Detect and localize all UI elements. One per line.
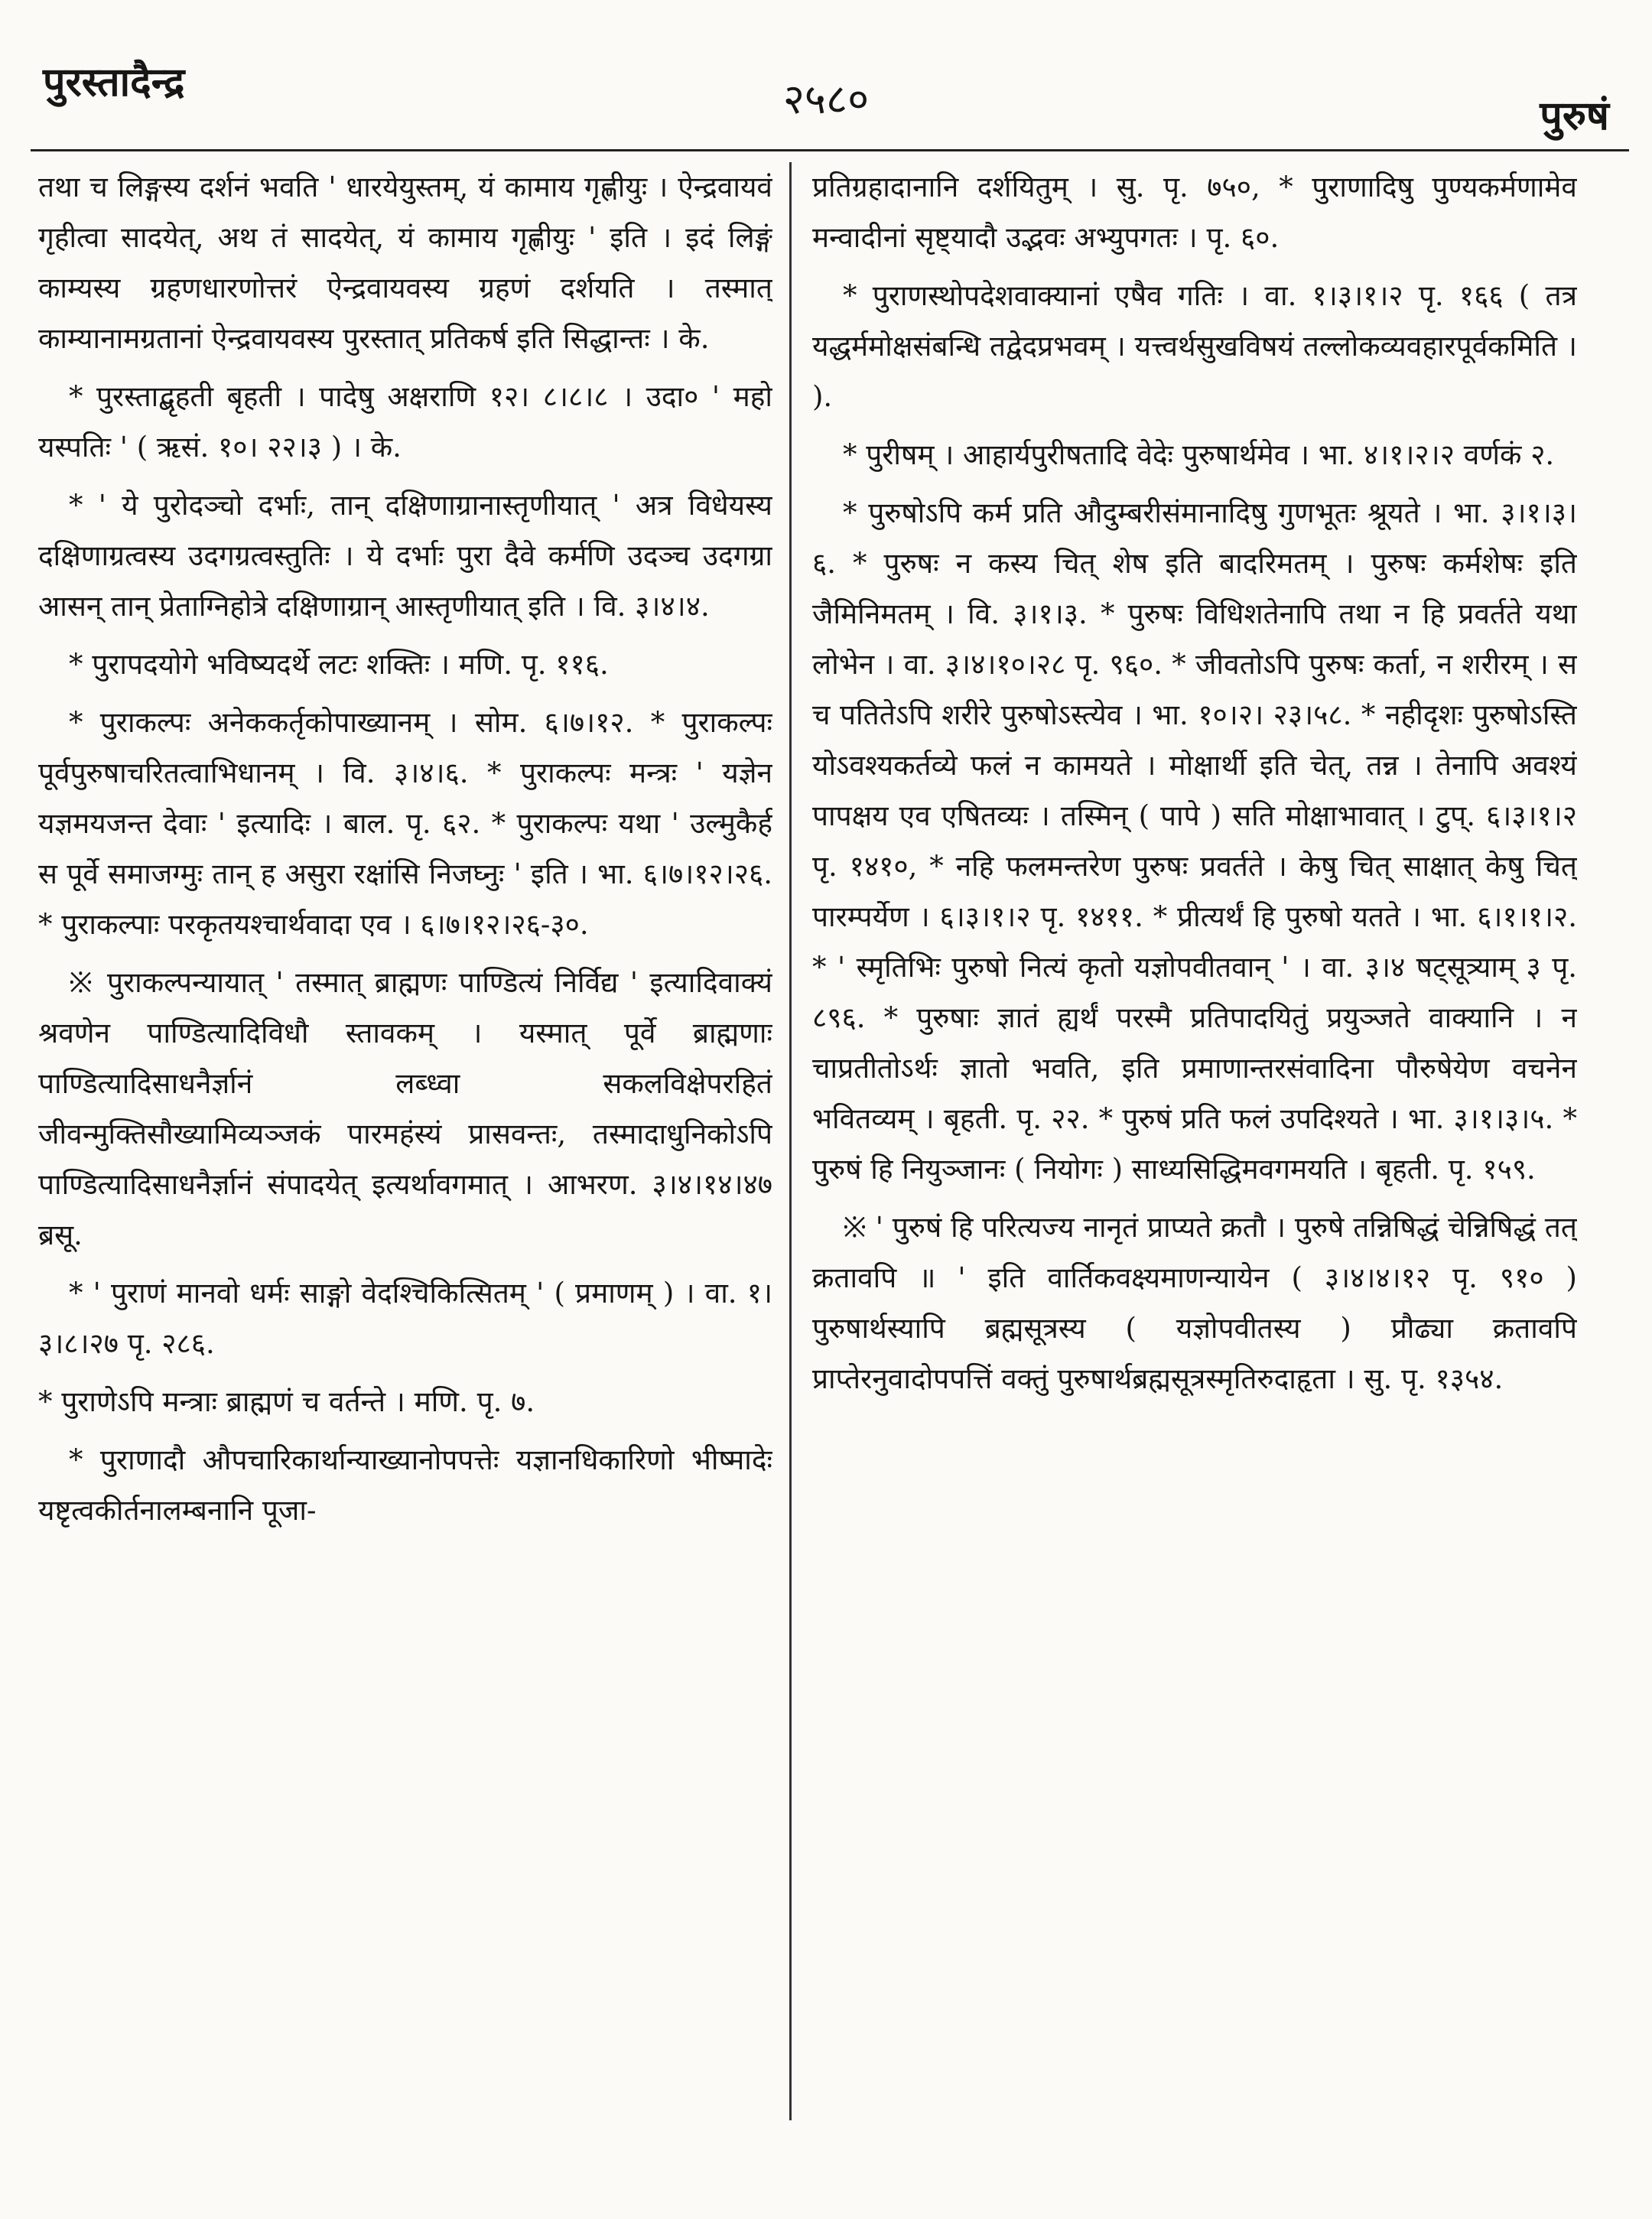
- entry-paragraph: प्रतिग्रहादानानि दर्शयितुम् । सु. पृ. ७५०, * पुराणादिषु पुण्यकर्मणामेव मन्वादीनां सृष्ट्यादौ उद्भवः अभ्युपगतः । पृ. ६०.: [812, 171, 1577, 254]
- entry-paragraph: * ' ये पुरोदञ्चो दर्भाः, तान् दक्षिणाग्रानास्तृणीयात् ' अत्र विधेयस्य दक्षिणाग्रत्वस्य उदगग्रत्वस्तुतिः । ये दर्भाः पुरा दैवे कर्मणि उदञ्च उदगग्रा आसन् तान् प्रेताग्निहोत्रे दक्षिणाग्रान् आस्तृणीयात् इति । वि. ३।४।४.: [38, 489, 772, 623]
- column-divider: [789, 162, 792, 2120]
- header-right-keyword: पुरुषं: [1540, 93, 1609, 139]
- entry-paragraph: ※ पुराकल्पन्यायात् ' तस्मात् ब्राह्मणः पाण्डित्यं निर्विद्य ' इत्यादिवाक्यं श्रवणेन पाण्डित्यादिविधौ स्तावकम् । यस्मात् पूर्वे ब्राह्मणाः पाण्डित्यादिसाधनैर्ज्ञानं लब्ध्वा सकलविक्षेपरहितं जीवन्मुक्तिसौख्यामिव्यञ्जकं पारमहंस्यं प्रासवन्तः, तस्मादाधुनिकोऽपि पाण्डित्यादिसाधनैर्ज्ञानं संपादयेत् इत्यर्थावगमात् । आभरण. ३।४।१४।४७ ब्रसू.: [38, 966, 772, 1251]
- left-column: [38, 162, 772, 2136]
- entry-paragraph: * पुराणस्थोपदेशवाक्यानां एषैव गतिः । वा. १।३।१।२ पृ. १६६ ( तत्र यद्धर्ममोक्षसंबन्धि तद्वेदप्रभवम् । यत्त्वर्थसुखविषयं तल्लोकव्यवहारपूर्वकमिति । ).: [812, 279, 1577, 413]
- entry-paragraph: * पुरापदयोगे भविष्यदर्थे लटः शक्तिः । मणि. पृ. ११६.: [69, 648, 609, 681]
- right-column: [812, 162, 1577, 2136]
- page-number: २५८०: [782, 75, 870, 123]
- page-header: [43, 46, 1609, 138]
- entry-paragraph: * पुरीषम् । आहार्यपुरीषतादि वेदेः पुरुषार्थमेव । भा. ४।१।२।२ वर्णकं २.: [843, 438, 1555, 471]
- header-left-keyword: पुरस्तादैन्द्र: [43, 59, 185, 106]
- entry-paragraph: ※ ' पुरुषं हि परित्यज्य नानृतं प्राप्यते क्रतौ । पुरुषे तन्निषिद्धं चेन्निषिद्धं तत् क्रतावपि ॥ ' इति वार्तिकवक्ष्यमाणन्यायेन ( ३।४।४।१२ पृ. ९१० ) पुरुषार्थस्यापि ब्रह्मसूत्रस्य ( यज्ञोपवीतस्य ) प्रौढ्या क्रतावपि प्राप्तेरनुवादोपपत्तिं वक्तुं पुरुषार्थब्रह्मसूत्रस्मृतिरुदाहृता । सु. पृ. १३५४.: [812, 1211, 1577, 1395]
- entry-paragraph: तथा च लिङ्गस्य दर्शनं भवति ' धारयेयुस्तम्, यं कामाय गृह्णीयुः । ऐन्द्रवायवं गृहीत्वा सादयेत्, अथ तं सादयेत्, यं कामाय गृह्णीयुः ' इति । इदं लिङ्गं काम्यस्य ग्रहणधारणोत्तरं ऐन्द्रवायवस्य ग्रहणं दर्शयति । तस्मात् काम्यानामग्रतानां ऐन्द्रवायवस्य पुरस्तात् प्रतिकर्ष इति सिद्धान्तः । के.: [38, 171, 772, 355]
- entry-paragraph: * पुराकल्पः अनेककर्तृकोपाख्यानम् । सोम. ६।७।१२. * पुराकल्पः पूर्वपुरुषाचरितत्वाभिधानम् । वि. ३।४।६. * पुराकल्पः मन्त्रः ' यज्ञेन यज्ञमयजन्त देवाः ' इत्यादिः । बाल. पृ. ६२. * पुराकल्पः यथा ' उल्मुकैर्ह स पूर्वे समाजग्मुः तान् ह असुरा रक्षांसि निजघ्नुः ' इति । भा. ६।७।१२।२६. * पुराकल्पाः परकृतयश्चार्थवादा एव । ६।७।१२।२६-३०.: [38, 706, 772, 941]
- entry-paragraph: * पुराणादौ औपचारिकार्थान्याख्यानोपपत्तेः यज्ञानधिकारिणो भीष्मादेः यष्टृत्वकीर्तनालम्बनानि पूजा-: [38, 1443, 772, 1527]
- entry-paragraph: * पुरस्ताद्बृहती बृहती । पादेषु अक्षराणि १२। ८।८।८ । उदा० ' महो यस्पतिः ' ( ऋसं. १०। २२।३ ) । के.: [38, 380, 772, 464]
- entry-paragraph: * पुरुषोऽपि कर्म प्रति औदुम्बरीसंमानादिषु गुणभूतः श्रूयते । भा. ३।१।३।६. * पुरुषः न कस्य चित् शेष इति बादरिमतम् । पुरुषः कर्मशेषः इति जैमिनिमतम् । वि. ३।१।३. * पुरुषः विधिशतेनापि तथा न हि प्रवर्तते यथा लोभेन । वा. ३।४।१०।२८ पृ. ९६०. * जीवतोऽपि पुरुषः कर्ता, न शरीरम् । स च पतितेऽपि शरीरे पुरुषोऽस्त्येव । भा. १०।२। २३।५८. * नहीदृशः पुरुषोऽस्ति योऽवश्यकर्तव्ये फलं न कामयते । मोक्षार्थी इति चेत्, तन्न । तेनापि अवश्यं पापक्षय एव एषितव्यः । तस्मिन् ( पापे ) सति मोक्षाभावात् । टुप्. ६।३।१।२ पृ. १४१०, * नहि फलमन्तरेण पुरुषः प्रवर्तते । केषु चित् साक्षात् केषु चित् पारम्पर्येण । ६।३।१।२ पृ. १४११. * प्रीत्यर्थं हि पुरुषो यतते । भा. ६।१।१।२. * ' स्मृतिभिः पुरुषो नित्यं कृतो यज्ञोपवीतवान् ' । वा. ३।४ षट्सूत्र्याम् ३ पृ. ८९६. * पुरुषाः ज्ञातं ह्यर्थं परस्मै प्रतिपादयितुं प्रयुञ्जते वाक्यानि । न चाप्रतीतोऽर्थः ज्ञातो भवति, इति प्रमाणान्तरसंवादिना पौरुषेयेण वचनेन भवितव्यम् । बृहती. पृ. २२. * पुरुषं प्रति फलं उपदिश्यते । भा. ३।१।३।५. * पुरुषं हि नियुञ्जानः ( नियोगः ) साध्यसिद्धिमवगमयति । बृहती. पृ. १५९.: [812, 496, 1577, 1186]
- entry-paragraph: * पुराणेऽपि मन्त्राः ब्राह्मणं च वर्तन्ते । मणि. पृ. ७.: [38, 1385, 535, 1418]
- header-rule: [31, 149, 1629, 151]
- entry-paragraph: * ' पुराणं मानवो धर्मः साङ्गो वेदश्चिकित्सितम् ' ( प्रमाणम् ) । वा. १।३।८।२७ पृ. २८६.: [38, 1277, 772, 1360]
